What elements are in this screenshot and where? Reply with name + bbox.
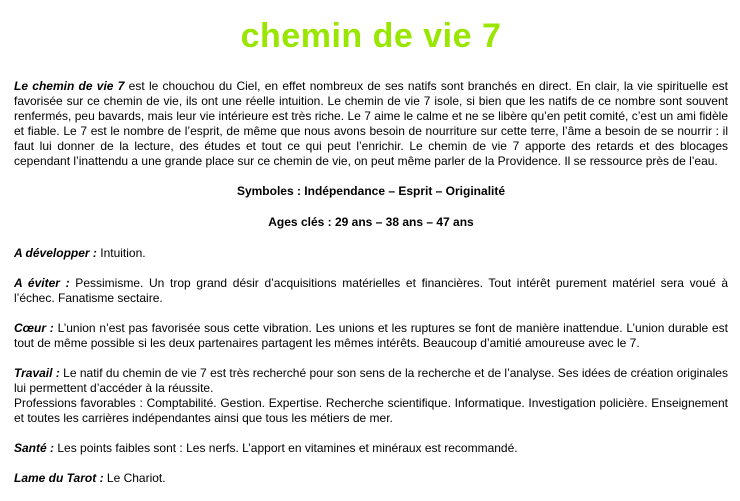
travail-professions: Professions favorables : Comptabilité. Gestion. Expertise. Recherche scientifique. Informatique. Investigation policière. Enseignement et toutes les carrières indépendantes ainsi que tous les métiers de mer. — [14, 396, 728, 425]
page-title: chemin de vie 7 — [240, 17, 502, 55]
tarot-text: Le Chariot. — [103, 471, 166, 485]
developper-label: A développer : — [14, 246, 97, 260]
travail-label: Travail : — [14, 366, 60, 380]
sante-label: Santé : — [14, 441, 55, 455]
travail-paragraph — [14, 366, 728, 396]
developper-text: Intuition. — [96, 246, 146, 260]
section-sante — [14, 441, 728, 456]
symboles-line: Symboles : Indépendance – Esprit – Originalité — [236, 184, 506, 198]
article-body — [14, 79, 728, 501]
sante-text: Les points faibles sont : Les nerfs. L’apport en vitamines et minéraux est recommandé. — [54, 441, 518, 455]
section-travail — [14, 366, 728, 426]
ages-line: Ages clés : 29 ans – 38 ans – 47 ans — [268, 215, 474, 229]
section-tarot — [14, 471, 728, 486]
intro-paragraph — [14, 79, 728, 169]
section-eviter — [14, 276, 728, 306]
section-developper — [14, 246, 728, 261]
eviter-text: Pessimisme. Un trop grand désir d’acquisitions matérielles et financières. Tout intérêt purement matériel sera voué à l’échec. Fanatisme sectaire. — [14, 276, 729, 305]
intro-lead: Le chemin de vie 7 — [14, 79, 125, 93]
coeur-label: Cœur : — [14, 321, 54, 335]
eviter-label: A éviter : — [14, 276, 70, 290]
intro-text: est le chouchou du Ciel, en effet nombreux de ses natifs sont branchés en direct. En clair, la vie spirituelle est favorisée sur ce chemin de vie, ils ont une réelle intuition. Le chemin de vie 7 isole, si bien que les natifs de ce nombre sont souvent renfermés, peu bavards, mais leur vie intérieure est très riche. Le 7 aime le calme et ne se libère qu’en petit comité, c’est un ami fidèle et fiable. Le 7 est le nombre de l’esprit, de même que nous avons besoin de nourriture sur cette terre, l’âme a besoin de se nourrir : il faut lui donner de la lecture, des études et tout ce qui peut l’enrichir. Le chemin de vie 7 apporte des retards et des blocages cependant l’inattendu a une grande place sur ce chemin de vie, on peut même parler de la Providence. Il se ressource près de l’eau. — [14, 79, 728, 168]
travail-text: Le natif du chemin de vie 7 est très recherché pour son sens de la recherche et de l’analyse. Ses idées de création originales lui permettent d’accéder à la réussite. — [14, 366, 728, 395]
tarot-label: Lame du Tarot : — [14, 471, 104, 485]
section-coeur — [14, 321, 728, 351]
coeur-text: L’union n’est pas favorisée sous cette vibration. Les unions et les ruptures se font de manière inattendue. L’union durable est tout de même possible si les deux partenaires partagent les mêmes intérêts. Beaucoup d’amitié amoureuse avec le 7. — [14, 321, 728, 350]
